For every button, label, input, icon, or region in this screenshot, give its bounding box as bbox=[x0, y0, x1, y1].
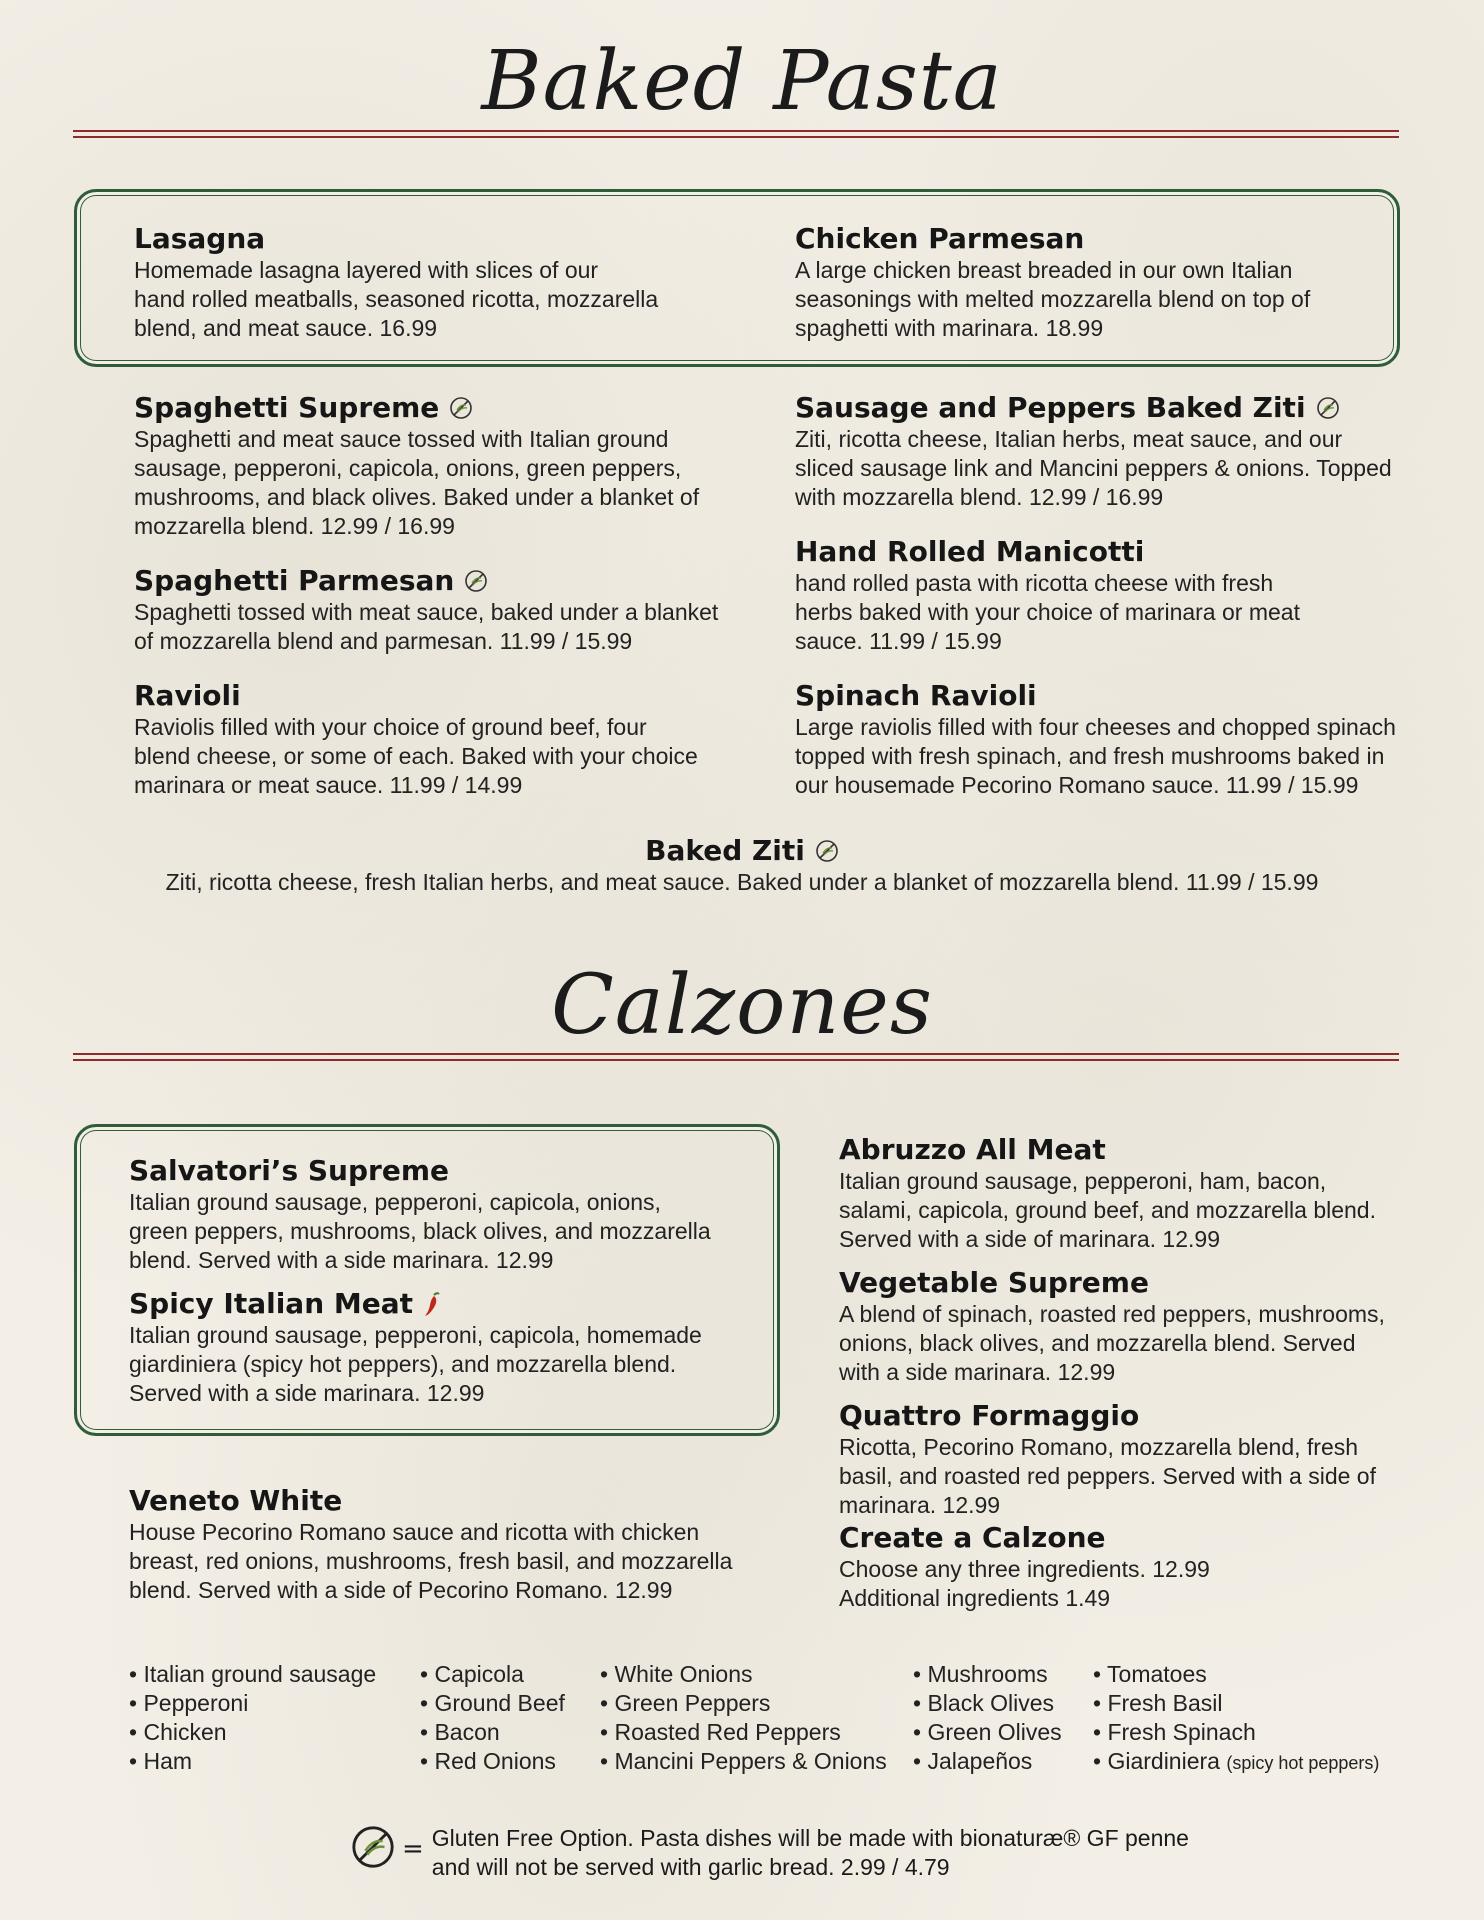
item-name bbox=[0, 834, 1484, 868]
item-description: A blend of spinach, roasted red peppers, mushrooms, onions, black olives, and mozzarella blend. Served with a side marinara. 12.99 bbox=[839, 1301, 1385, 1385]
item-name: Ravioli bbox=[134, 679, 241, 712]
ingredient-item bbox=[1093, 1747, 1379, 1778]
ingredients-column-1 bbox=[129, 1660, 376, 1776]
ingredient-item: • Mancini Peppers & Onions bbox=[600, 1747, 887, 1776]
item-description: Ziti, ricotta cheese, Italian herbs, meat sauce, and our sliced sausage link and Mancini peppers & onions. Topped with mozzarella blend. 12.99 / 16.99 bbox=[795, 426, 1392, 510]
item-name-text: Spicy Italian Meat bbox=[129, 1287, 414, 1320]
item-description: House Pecorino Romano sauce and ricotta with chicken breast, red onions, mushrooms, fresh basil, and mozzarella blend. Served with a side of Pecorino Romano. 12.99 bbox=[129, 1519, 733, 1603]
menu-item-abruzzo-all-meat bbox=[839, 1133, 1459, 1254]
item-name: Spinach Ravioli bbox=[795, 679, 1037, 712]
item-description: Choose any three ingredients. 12.99 Additional ingredients 1.49 bbox=[839, 1556, 1210, 1611]
menu-item-baked-ziti bbox=[0, 834, 1484, 897]
item-name: Chicken Parmesan bbox=[795, 222, 1085, 255]
item-description: Italian ground sausage, pepperoni, capicola, onions, green peppers, mushrooms, black olives, and mozzarella blend. Served with a side marinara. 12.99 bbox=[129, 1189, 711, 1273]
ingredient-item: • Mushrooms bbox=[913, 1660, 1062, 1689]
ingredient-item: • Chicken bbox=[129, 1718, 376, 1747]
item-description: Homemade lasagna layered with slices of our hand rolled meatballs, seasoned ricotta, mozzarella blend, and meat sauce. 16.99 bbox=[134, 257, 659, 341]
item-description: Spaghetti and meat sauce tossed with Italian ground sausage, pepperoni, capicola, onions, green peppers, mushrooms, and black olives. Baked under a blanket of mozzarella blend. 12.99 / 16.99 bbox=[134, 426, 700, 539]
item-name bbox=[795, 391, 1435, 425]
menu-item-salvatoris-supreme bbox=[129, 1154, 769, 1275]
ingredient-item: • Ham bbox=[129, 1747, 376, 1776]
menu-item-quattro-formaggio bbox=[839, 1399, 1459, 1520]
menu-item-spicy-italian-meat bbox=[129, 1287, 769, 1408]
ingredient-item: • White Onions bbox=[600, 1660, 887, 1689]
ingredients-column-4 bbox=[913, 1660, 1062, 1776]
legend-line-1: Gluten Free Option. Pasta dishes will be made with bionaturæ® GF penne bbox=[431, 1825, 1189, 1851]
ingredient-item: • Italian ground sausage bbox=[129, 1660, 376, 1689]
ingredient-item: • Green Olives bbox=[913, 1718, 1062, 1747]
item-name bbox=[129, 1287, 769, 1321]
gluten-free-icon bbox=[350, 1824, 396, 1870]
gluten-free-icon bbox=[815, 839, 839, 863]
ingredients-column-3 bbox=[600, 1660, 887, 1776]
menu-item-spaghetti-supreme bbox=[134, 391, 774, 541]
item-description: Ziti, ricotta cheese, fresh Italian herbs, and meat sauce. Baked under a blanket of mozzarella blend. 11.99 / 15.99 bbox=[165, 869, 1319, 895]
menu-item-ravioli bbox=[134, 679, 774, 800]
item-description: A large chicken breast breaded in our own Italian seasonings with melted mozzarella blend on top of spaghetti with marinara. 18.99 bbox=[795, 257, 1311, 341]
menu-item-spinach-ravioli bbox=[795, 679, 1435, 800]
ingredient-item: • Fresh Basil bbox=[1093, 1689, 1379, 1718]
item-description: Spaghetti tossed with meat sauce, baked under a blanket of mozzarella blend and parmesan. 11.99 / 15.99 bbox=[134, 599, 719, 654]
ingredient-item: • Fresh Spinach bbox=[1093, 1718, 1379, 1747]
gluten-free-icon bbox=[449, 396, 473, 420]
item-name: Salvatori’s Supreme bbox=[129, 1154, 449, 1187]
item-name: Create a Calzone bbox=[839, 1521, 1106, 1554]
ingredients-column-5 bbox=[1093, 1660, 1379, 1778]
menu-item-lasagna bbox=[134, 222, 754, 343]
item-description: Ricotta, Pecorino Romano, mozzarella blend, fresh basil, and roasted red peppers. Served with a side of marinara. 12.99 bbox=[839, 1434, 1376, 1518]
item-name: Abruzzo All Meat bbox=[839, 1133, 1106, 1166]
item-description: Italian ground sausage, pepperoni, capicola, homemade giardiniera (spicy hot peppers), and mozzarella blend. Served with a side marinara. 12.99 bbox=[129, 1322, 702, 1406]
menu-item-create-a-calzone bbox=[839, 1521, 1459, 1613]
ingredient-item: • Red Onions bbox=[420, 1747, 565, 1776]
menu-item-hand-rolled-manicotti bbox=[795, 535, 1435, 656]
legend-text bbox=[432, 1824, 1189, 1882]
item-name-text: Spaghetti Parmesan bbox=[134, 564, 455, 597]
menu-item-vegetable-supreme bbox=[839, 1266, 1459, 1387]
baked-pasta-rule bbox=[73, 130, 1399, 138]
menu-item-chicken-parmesan bbox=[795, 222, 1415, 343]
item-name: Hand Rolled Manicotti bbox=[795, 535, 1145, 568]
gluten-free-icon bbox=[464, 569, 488, 593]
ingredient-item: • Jalapeños bbox=[913, 1747, 1062, 1776]
gluten-free-legend bbox=[350, 1824, 1189, 1882]
ingredient-item: • Pepperoni bbox=[129, 1689, 376, 1718]
ingredient-item: • Tomatoes bbox=[1093, 1660, 1379, 1689]
menu-item-spaghetti-parmesan bbox=[134, 564, 774, 656]
item-name bbox=[134, 564, 774, 598]
ingredients-column-2 bbox=[420, 1660, 565, 1776]
item-name: Veneto White bbox=[129, 1484, 343, 1517]
item-name-text: Baked Ziti bbox=[645, 834, 805, 867]
calzones-title: Calzones bbox=[551, 958, 933, 1053]
calzones-rule bbox=[73, 1053, 1399, 1061]
ingredient-name: Giardiniera bbox=[1107, 1748, 1220, 1774]
ingredient-item: • Bacon bbox=[420, 1718, 565, 1747]
ingredient-item: • Black Olives bbox=[913, 1689, 1062, 1718]
legend-equals: = bbox=[402, 1834, 424, 1864]
menu-item-sausage-peppers-baked-ziti bbox=[795, 391, 1435, 512]
item-description: Raviolis filled with your choice of ground beef, four blend cheese, or some of each. Baked with your choice marinara or meat sauce. 11.99 / 14.99 bbox=[134, 714, 698, 798]
ingredient-note: (spicy hot peppers) bbox=[1226, 1753, 1380, 1773]
item-name-text: Spaghetti Supreme bbox=[134, 391, 440, 424]
baked-pasta-title: Baked Pasta bbox=[481, 34, 1003, 129]
ingredient-item: • Green Peppers bbox=[600, 1689, 887, 1718]
item-description: Large raviolis filled with four cheeses and chopped spinach topped with fresh spinach, and fresh mushrooms baked in our housemade Pecorino Romano sauce. 11.99 / 15.99 bbox=[795, 714, 1396, 798]
chili-pepper-icon bbox=[423, 1291, 441, 1317]
item-description: hand rolled pasta with ricotta cheese with fresh herbs baked with your choice of marinara or meat sauce. 11.99 / 15.99 bbox=[795, 570, 1300, 654]
item-name: Vegetable Supreme bbox=[839, 1266, 1149, 1299]
item-description: Italian ground sausage, pepperoni, ham, bacon, salami, capicola, ground beef, and mozzarella blend. Served with a side of marinara. 12.99 bbox=[839, 1168, 1376, 1252]
ingredient-item: • Ground Beef bbox=[420, 1689, 565, 1718]
ingredient-item: • Capicola bbox=[420, 1660, 565, 1689]
gluten-free-icon bbox=[1316, 396, 1340, 420]
item-name: Quattro Formaggio bbox=[839, 1399, 1140, 1432]
ingredient-item: • Roasted Red Peppers bbox=[600, 1718, 887, 1747]
menu-item-veneto-white bbox=[129, 1484, 779, 1605]
item-name: Lasagna bbox=[134, 222, 266, 255]
item-name bbox=[134, 391, 774, 425]
item-name-text: Sausage and Peppers Baked Ziti bbox=[795, 391, 1306, 424]
legend-line-2: and will not be served with garlic bread. 2.99 / 4.79 bbox=[431, 1854, 950, 1880]
